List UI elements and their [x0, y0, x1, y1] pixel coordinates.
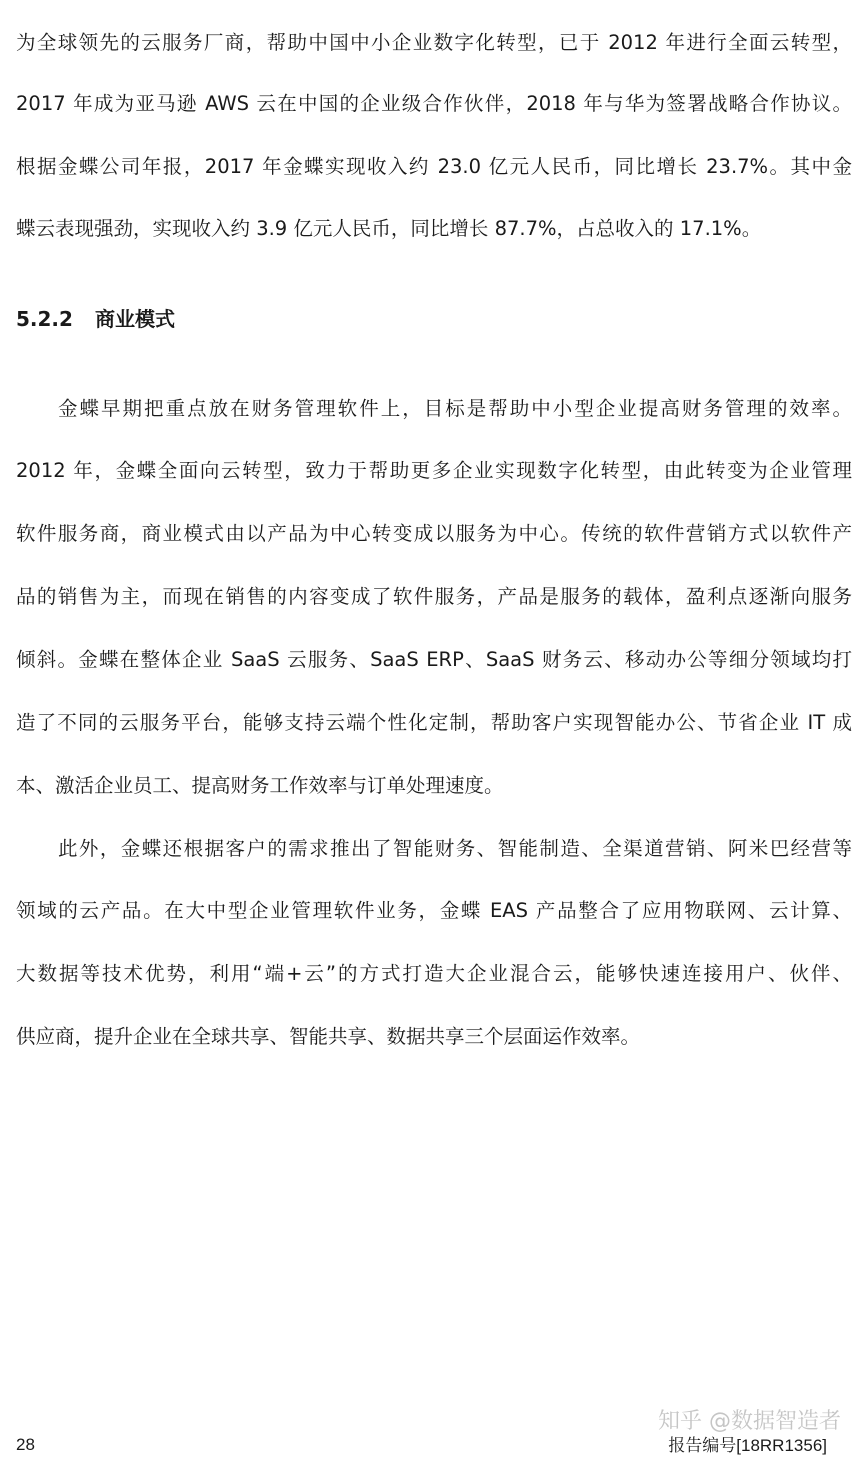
- paragraph-1-line-3: 根据金蝶公司年报，2017 年金蝶实现收入约 23.0 亿元人民币，同比增长 23.7%。其中金: [16, 155, 852, 178]
- paragraph-2-line-2: 2012 年，金蝶全面向云转型，致力于帮助更多企业实现数字化转型，由此转变为企业管理: [16, 459, 852, 482]
- paragraph-2-line-7: 本、激活企业员工、提高财务工作效率与订单处理速度。: [16, 774, 504, 797]
- paragraph-3-line-1: 此外，金蝶还根据客户的需求推出了智能财务、智能制造、全渠道营销、阿米巴经营等: [58, 837, 852, 860]
- paragraph-3-line-3: 大数据等技术优势，利用“端+云”的方式打造大企业混合云，能够快速连接用户、伙伴、: [16, 962, 852, 985]
- paragraph-2-line-1: 金蝶早期把重点放在财务管理软件上，目标是帮助中小型企业提高财务管理的效率。: [58, 397, 852, 420]
- paragraph-1-line-2: 2017 年成为亚马逊 AWS 云在中国的企业级合作伙伴，2018 年与华为签署战略合作协议。: [16, 92, 852, 115]
- paragraph-1-line-4: 蝶云表现强劲，实现收入约 3.9 亿元人民币，同比增长 87.7%，占总收入的 17.1%。: [16, 217, 762, 240]
- page-number: 28: [16, 1435, 35, 1454]
- paragraph-2-line-5: 倾斜。金蝶在整体企业 SaaS 云服务、SaaS ERP、SaaS 财务云、移动办公等细分领域均打: [16, 648, 852, 671]
- section-heading: [16, 306, 175, 332]
- section-title: 商业模式: [94, 307, 175, 331]
- section-number: 5.2.2: [16, 307, 73, 331]
- paragraph-2-line-6: 造了不同的云服务平台，能够支持云端个性化定制，帮助客户实现智能办公、节省企业 IT 成: [16, 711, 852, 734]
- paragraph-2-line-4: 品的销售为主，而现在销售的内容变成了软件服务，产品是服务的载体，盈利点逐渐向服务: [16, 585, 852, 608]
- paragraph-3-line-2: 领域的云产品。在大中型企业管理软件业务，金蝶 EAS 产品整合了应用物联网、云计算、: [16, 899, 852, 922]
- paragraph-3-line-4: 供应商，提升企业在全球共享、智能共享、数据共享三个层面运作效率。: [16, 1025, 641, 1048]
- paragraph-2-line-3: 软件服务商，商业模式由以产品为中心转变成以服务为中心。传统的软件营销方式以软件产: [16, 522, 852, 545]
- watermark-text: 知乎 @数据智造者: [658, 1409, 841, 1434]
- report-number: 报告编号[18RR1356]: [668, 1436, 827, 1455]
- paragraph-1-line-1: 为全球领先的云服务厂商，帮助中国中小企业数字化转型，已于 2012 年进行全面云转型，: [16, 31, 852, 54]
